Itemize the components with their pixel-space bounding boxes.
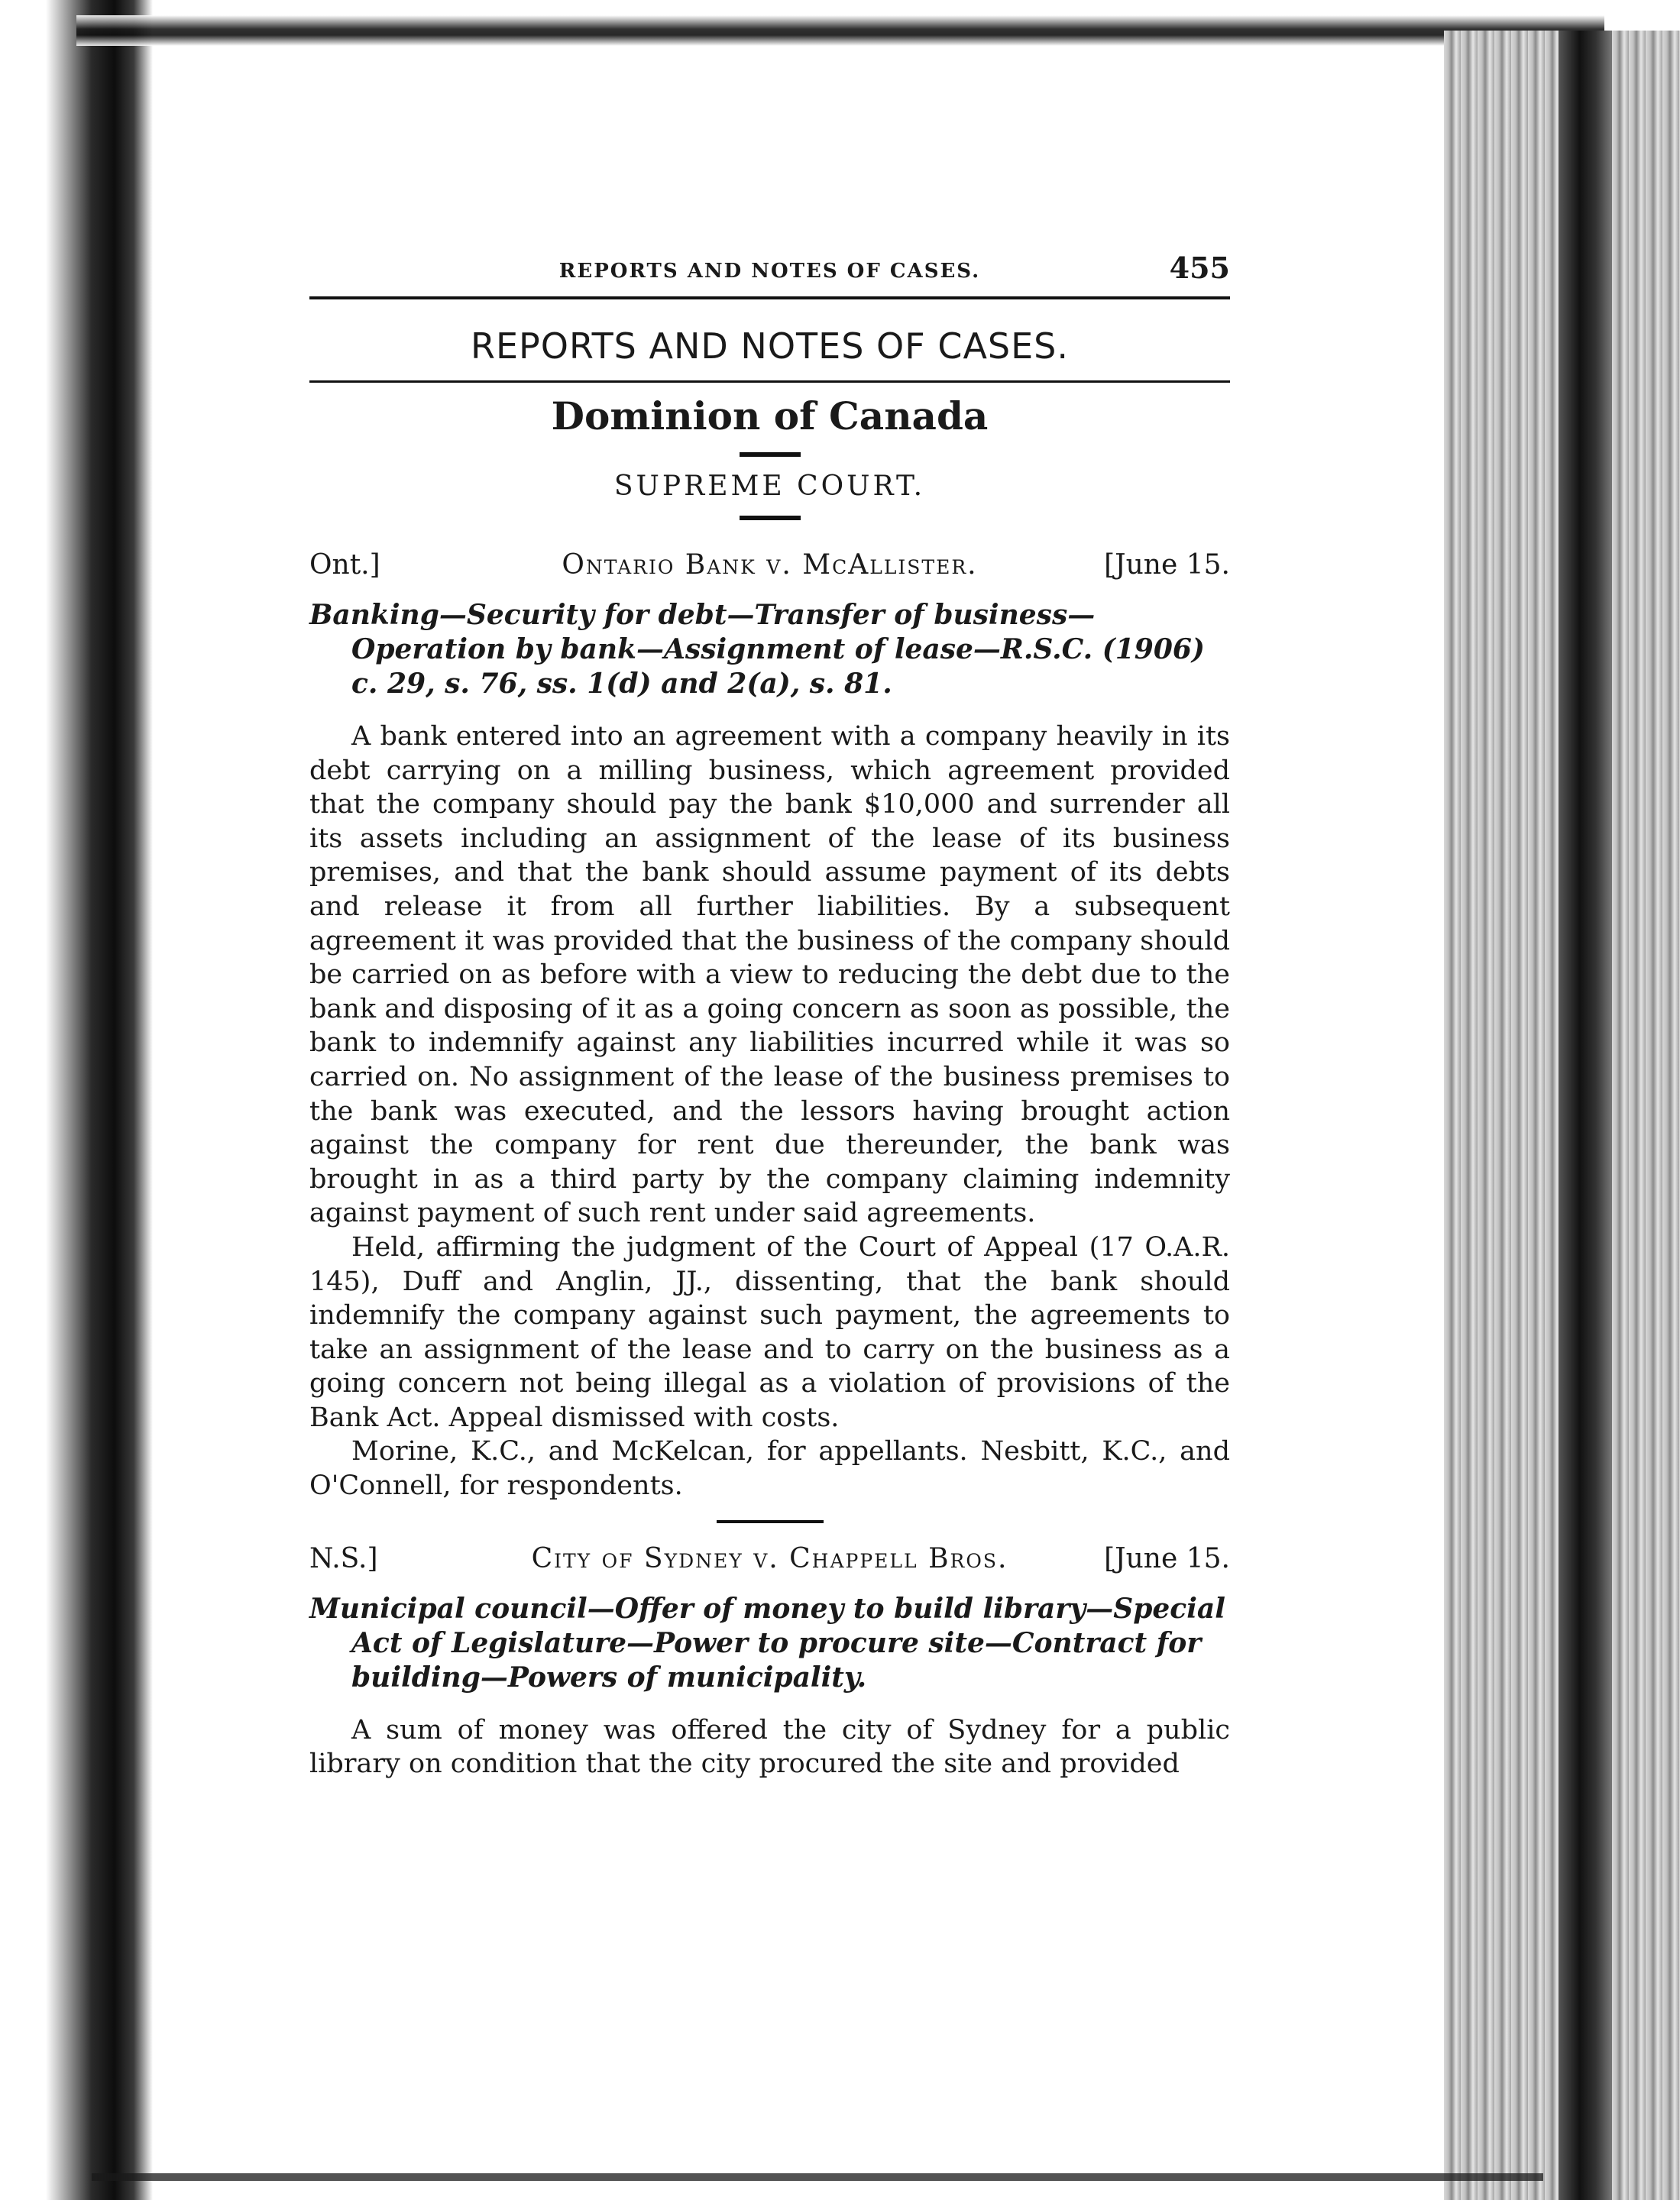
case-headnote: Municipal council—Offer of money to build library—Special Act of Legislature—Power to procure site—Contract for building—Powers of municipality. bbox=[309, 1592, 1225, 1694]
case-title-line bbox=[309, 1543, 1230, 1581]
printed-page bbox=[309, 244, 1230, 1894]
jurisdiction-heading: Dominion of Canada bbox=[551, 393, 989, 438]
header-rule bbox=[309, 296, 1230, 299]
case-name: Ontario Bank v. McAllister. bbox=[562, 549, 978, 581]
case-date: [June 15. bbox=[1104, 1542, 1230, 1574]
scan-shadow-top bbox=[76, 15, 1604, 46]
case-name: City of Sydney v. Chappell Bros. bbox=[531, 1542, 1008, 1574]
section-heading: REPORTS AND NOTES OF CASES. bbox=[471, 325, 1069, 367]
separator-dash bbox=[717, 1520, 824, 1523]
case-paragraph: A bank entered into an agreement with a company heavily in its debt carrying on a milling business, which agreement provided that the company should pay the bank $10,000 and surrender all its assets including an assignment of the lease of its business premises, and that the bank should assume payment of its debts and release it from all further liabilities. By a subsequent agreement it was provided that the business of the company should be carried on as before with a view to reducing the debt due to the bank and disposing of it as a going concern as soon as possible, the bank to indemnify against any liabilities incurred while it was so carried on. No assignment of the lease of the business premises to the bank was executed, and the lessors having brought action against the company for rent due thereunder, the bank was brought in as a third party by the company claiming indemnity against payment of such rent under said agreements. bbox=[309, 721, 1230, 1229]
case-province: Ont.] bbox=[309, 549, 380, 581]
section-rule bbox=[309, 380, 1230, 383]
separator-dash bbox=[740, 516, 801, 520]
separator-dash bbox=[740, 452, 801, 457]
case-paragraph: A sum of money was offered the city of Sydney for a public library on condition that the city procured the site and provided bbox=[309, 1714, 1230, 1780]
scan-shadow-left bbox=[0, 0, 153, 2200]
case-province: N.S.] bbox=[309, 1542, 378, 1574]
case-counsel: Morine, K.C., and McKelcan, for appellants. Nesbitt, K.C., and O'Connell, for respondents. bbox=[309, 1436, 1230, 1502]
scan-shadow-right bbox=[1559, 31, 1612, 2200]
court-heading: SUPREME COURT. bbox=[613, 471, 926, 502]
page-number: 455 bbox=[1169, 251, 1230, 285]
scan-shadow-bottom bbox=[92, 2173, 1543, 2181]
running-head bbox=[309, 244, 1230, 290]
case-title-line bbox=[309, 549, 1230, 587]
running-head-title: REPORTS AND NOTES OF CASES. bbox=[558, 260, 981, 283]
case-headnote: Banking—Security for debt—Transfer of business—Operation by bank—Assignment of lease—R.S.C. (1906) c. 29, s. 76, ss. 1(d) and 2(a), s. 81. bbox=[309, 599, 1205, 700]
case-date: [June 15. bbox=[1104, 549, 1230, 581]
case-paragraph: Held, affirming the judgment of the Court of Appeal (17 O.A.R. 145), Duff and Anglin, JJ., dissenting, that the bank should indemnify the company against such payment, the agreements to take an assignment of the lease and to carry on the business as a going concern not being illegal as a violation of provisions of the Bank Act. Appeal dismissed with costs. bbox=[309, 1231, 1230, 1433]
